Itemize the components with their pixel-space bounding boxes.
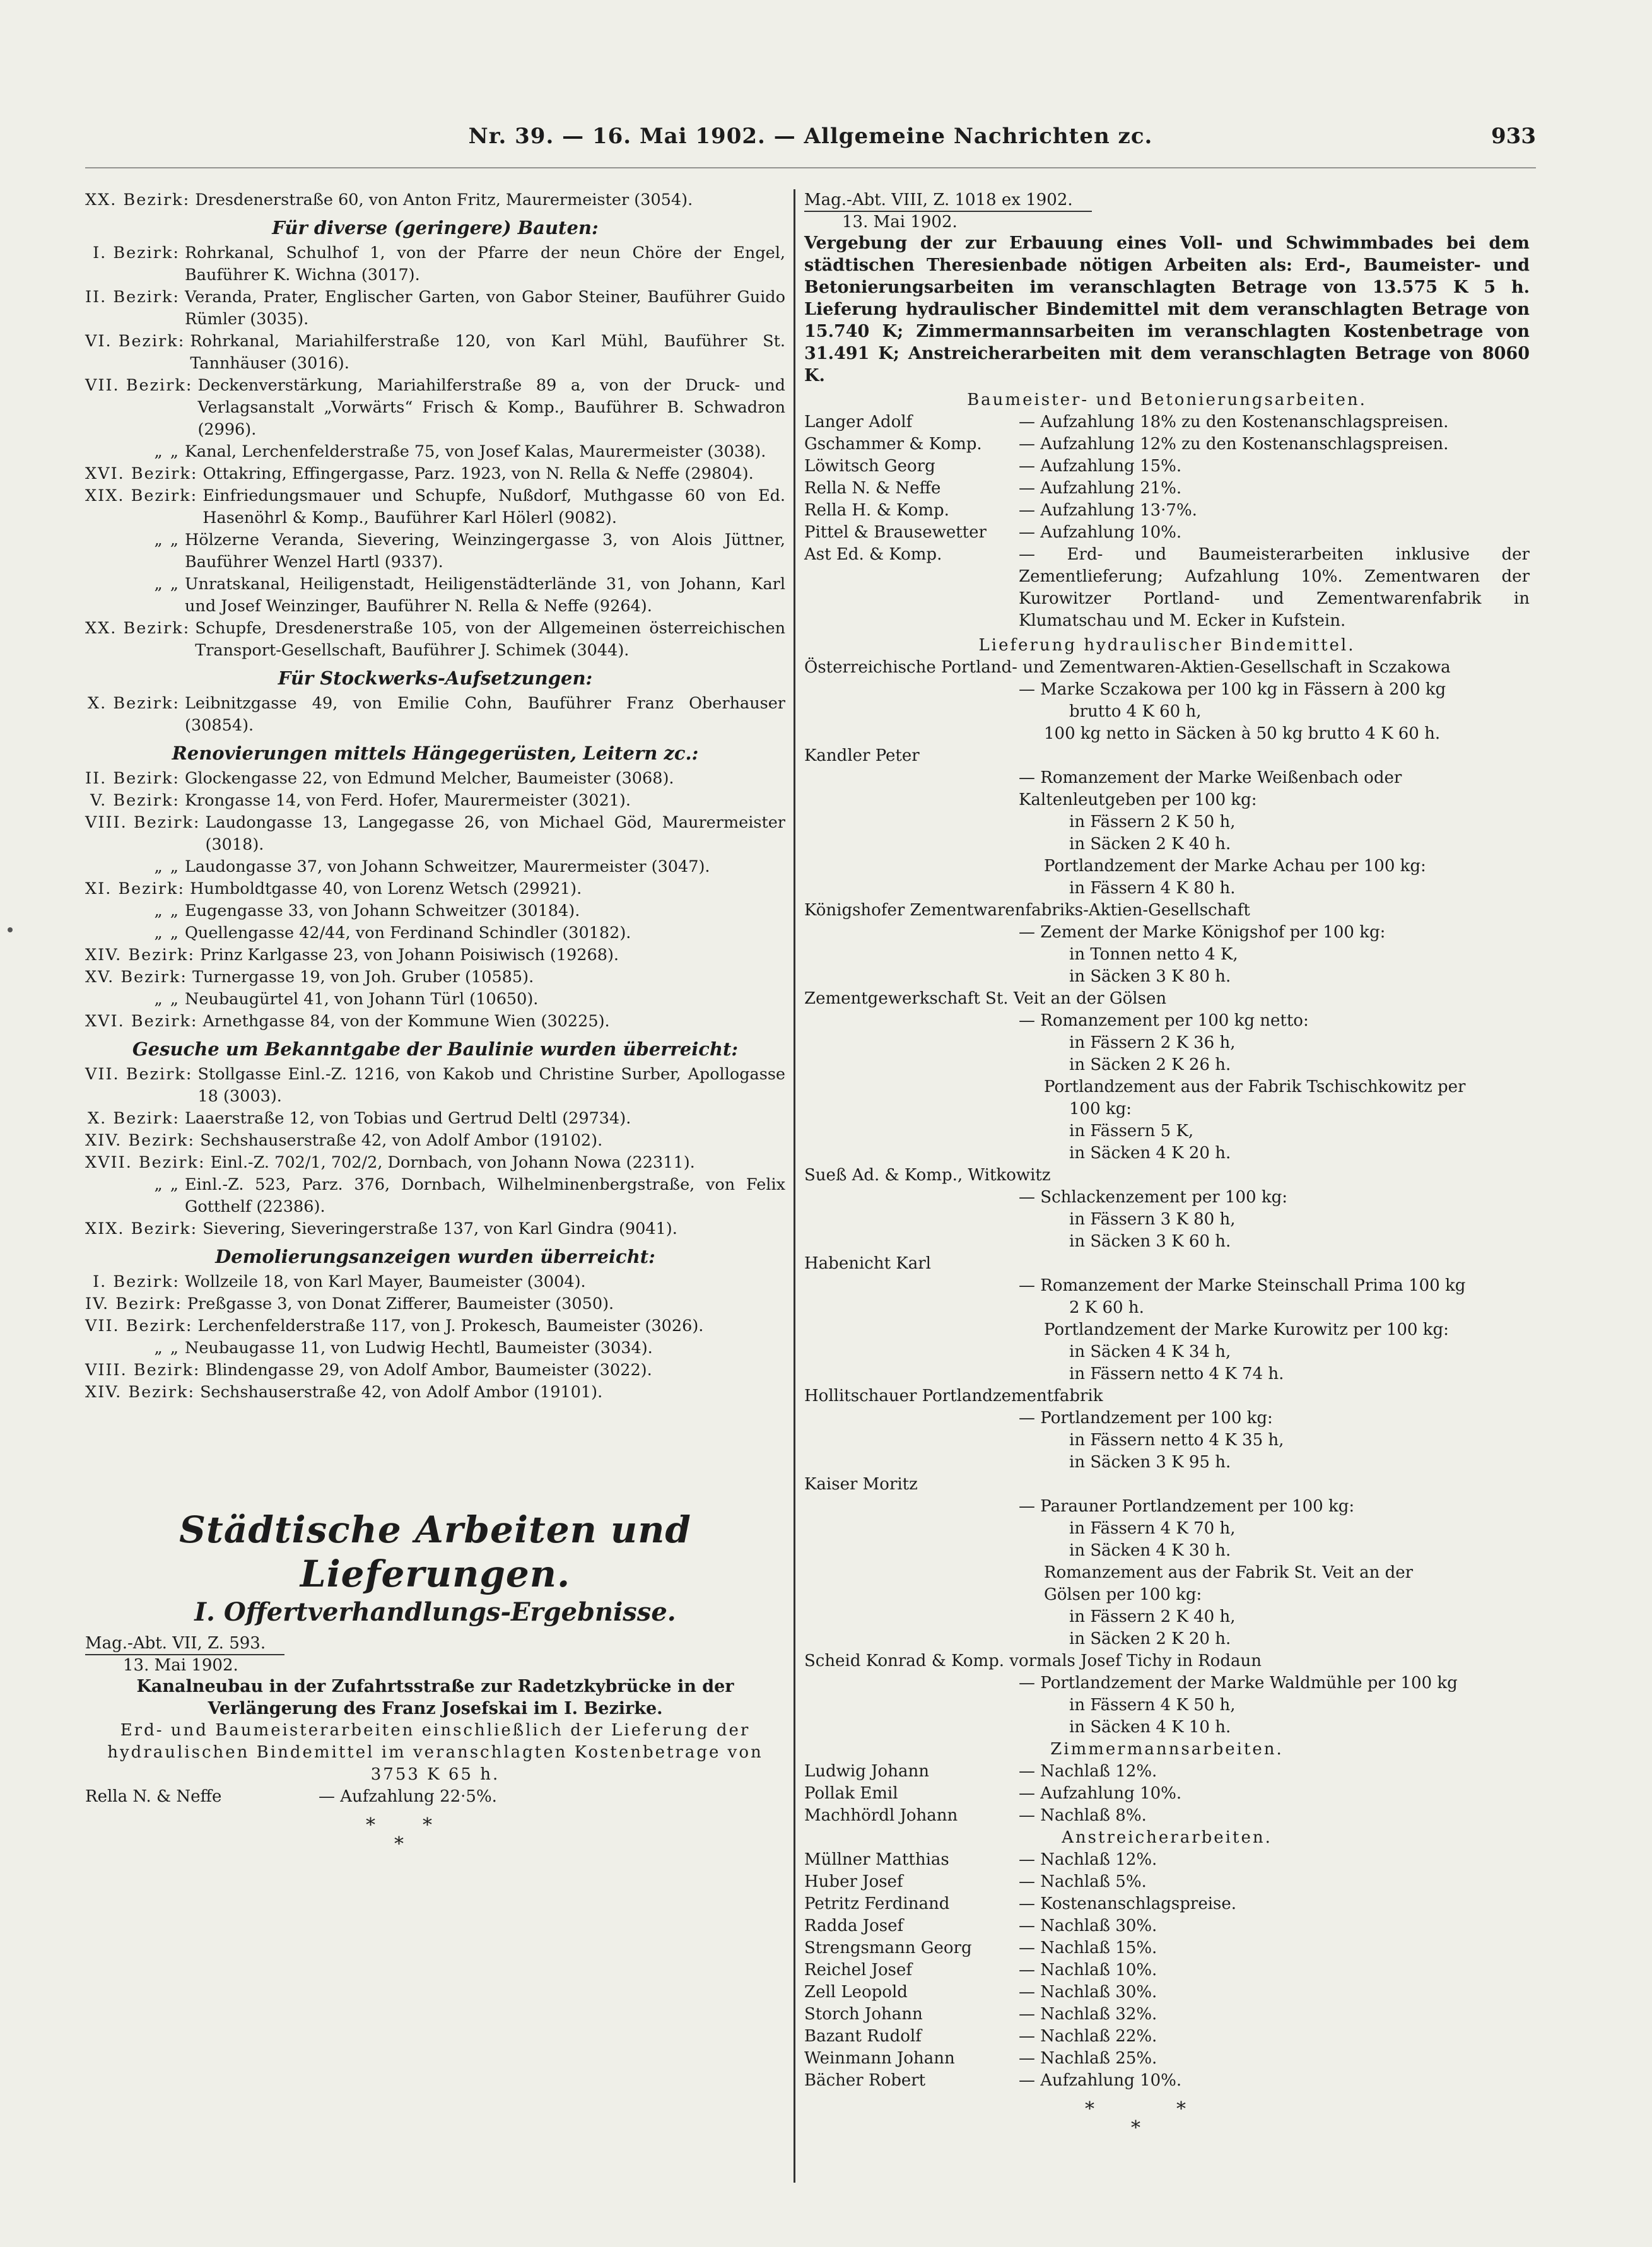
supplier-offer-line: in Säcken 4 K 10 h. (1069, 1718, 1231, 1737)
firm-name: Langer Adolf (804, 413, 913, 431)
entry-text: Rohrkanal, Schulhof 1, von der Pfarre der neun Chöre der Engel, Bauführer K. Wichna (3017). (185, 243, 785, 285)
gesuche-entries (85, 1064, 785, 1240)
supplier-offer-line: in Fässern 2 K 36 h, (1069, 1033, 1236, 1052)
bezirk-label: XVII. Bezirk: (85, 1153, 206, 1172)
bezirk-entry (85, 768, 785, 790)
result-value: — Erd- und Baumeisterarbeiten inklusive der Zementlieferung; Aufzahlung 10%. Zementwaren der Kurowitzer Portland- und Zementwarenfabrik in Klumatschau und M. Ecker in Kufstein. (1019, 545, 1530, 630)
heading-bindemittel: Lieferung hydraulischer Bindemittel. (978, 636, 1356, 655)
bezirk-entry (85, 189, 785, 211)
heading-anstreicher: Anstreicherarbeiten. (1062, 1828, 1272, 1847)
bezirk-entry (85, 1382, 785, 1404)
bezirk-entry (85, 441, 785, 463)
header-title: Nr. 39. — 16. Mai 1902. — Allgemeine Nachrichten zc. (468, 124, 1153, 149)
result-row (804, 455, 1530, 478)
bezirk-label: XX. Bezirk: (85, 619, 190, 638)
bezirk-entry (85, 463, 785, 485)
bezirk-label: „ „ (154, 857, 180, 876)
entry-text: Neubaugasse 11, von Ludwig Hechtl, Baumeister (3034). (185, 1339, 653, 1358)
entry-text: Laaerstraße 12, von Tobias und Gertrud Deltl (29734). (185, 1109, 631, 1128)
bezirk-label: X. Bezirk: (87, 1109, 180, 1128)
firm-name: Pollak Emil (804, 1784, 898, 1803)
result-value: — Aufzahlung 10%. (1019, 523, 1182, 542)
result-value: — Kostenanschlagspreise. (1019, 1894, 1237, 1913)
firm-name: Radda Josef (804, 1916, 904, 1935)
entry-text: Einl.-Z. 523, Parz. 376, Dornbach, Wilhelminenbergstraße, von Felix Gotthelf (22386). (185, 1175, 785, 1216)
entry-text: Sechshauserstraße 42, von Adolf Ambor (19102). (200, 1131, 603, 1150)
supplier-offer-line: in Fässern 4 K 80 h. (1069, 879, 1236, 898)
firm-name: Bächer Robert (804, 2071, 926, 2090)
result-value: — Nachlaß 30%. (1019, 1983, 1157, 2002)
bezirk-entry (85, 485, 785, 529)
entry-text: Einfriedungsmauer und Schupfe, Nußdorf, Muthgasse 60 von Ed. Hasenöhrl & Komp., Bauführer Karl Hölerl (9082). (202, 486, 785, 527)
bezirk-entry (85, 1359, 785, 1382)
stockwerk-entries (85, 693, 785, 737)
column-divider (794, 189, 795, 2183)
bezirk-label: XI. Bezirk: (85, 879, 185, 898)
supplier-name: Zementgewerkschaft St. Veit an der Gölsen (804, 989, 1167, 1008)
header-rule (85, 161, 1536, 168)
bezirk-entry (85, 1152, 785, 1174)
entry-text: Laudongasse 37, von Johann Schweitzer, Maurermeister (3047). (185, 857, 710, 876)
bezirk-label: „ „ (154, 924, 180, 942)
result-value: — Aufzahlung 21%. (1019, 479, 1182, 498)
supplier-offer-line: 2 K 60 h. (1069, 1298, 1144, 1317)
supplier-offer-line: — Portlandzement per 100 kg: (1019, 1409, 1273, 1428)
supplier-offer-line: Romanzement aus der Fabrik St. Veit an der (1044, 1563, 1414, 1582)
entry-text: Krongasse 14, von Ferd. Hofer, Maurermeister (3021). (185, 791, 631, 810)
result-value: — Nachlaß 8%. (1019, 1806, 1147, 1825)
firm-name: Gschammer & Komp. (804, 435, 982, 454)
entry-text: Glockengasse 22, von Edmund Melcher, Baumeister (3068). (185, 769, 674, 788)
star: * (423, 1814, 432, 1836)
bezirk-label: „ „ (154, 1175, 180, 1194)
supplier-offer-line: — Zement der Marke Königshof per 100 kg: (1019, 923, 1386, 942)
entry-text: Wollzeile 18, von Karl Mayer, Baumeister (3004). (185, 1272, 586, 1291)
entry-text: Unratskanal, Heiligenstadt, Heiligenstädterlände 31, von Johann, Karl und Josef Weinzinger, Bauführer N. Rella & Neffe (9264). (185, 575, 785, 616)
bezirk-entry (85, 529, 785, 573)
heading-gesuche: Gesuche um Bekanntgabe der Baulinie wurden überreicht: (132, 1038, 739, 1060)
firm-name: Ast Ed. & Komp. (804, 545, 942, 564)
bezirk-label: „ „ (154, 575, 180, 594)
bezirk-entry (85, 242, 785, 286)
result-row (804, 2004, 1530, 2026)
result-value: — Nachlaß 12%. (1019, 1762, 1157, 1781)
bezirk-label: I. Bezirk: (93, 1272, 180, 1291)
supplier-name: Kaiser Moritz (804, 1475, 918, 1494)
supplier-offer-line: — Portlandzement der Marke Waldmühle per 100 kg (1019, 1674, 1458, 1693)
entry-text: Sievering, Sieveringerstraße 137, von Karl Gindra (9041). (202, 1219, 677, 1238)
result-row (804, 1981, 1530, 2004)
supplier-name: Österreichische Portland- und Zementwaren-Aktien-Gesellschaft in Sczakowa (804, 658, 1451, 677)
supplier-offer-line: in Säcken 4 K 20 h. (1069, 1144, 1231, 1163)
bezirk-label: VIII. Bezirk: (85, 1361, 201, 1380)
diverse-entries (85, 242, 785, 662)
bezirk-label: „ „ (154, 531, 180, 549)
result-row (804, 1915, 1530, 1937)
bindemittel-results (804, 657, 1530, 1739)
bezirk-entry (85, 900, 785, 922)
heading-zimmermann: Zimmermannsarbeiten. (1050, 1740, 1284, 1759)
bezirk-entry (85, 966, 785, 989)
supplier-offer-line: in Säcken 2 K 20 h. (1069, 1629, 1231, 1648)
result-value: — Nachlaß 22%. (1019, 2027, 1157, 2046)
bezirk-label: XIV. Bezirk: (85, 946, 196, 965)
bezirk-entry (85, 922, 785, 944)
top-entries (85, 189, 785, 211)
bezirk-label: „ „ (154, 990, 180, 1009)
result-value: — Nachlaß 12%. (1019, 1850, 1157, 1869)
entry-text: Sechshauserstraße 42, von Adolf Ambor (19101). (200, 1383, 603, 1402)
result-row (804, 1893, 1530, 1915)
entry-text: Laudongasse 13, Langegasse 26, von Michael Göd, Maurermeister (3018). (205, 813, 785, 854)
heading-renovierungen: Renovierungen mittels Hängegerüsten, Leitern zc.: (172, 742, 699, 764)
supplier-offer-line: Portlandzement der Marke Achau per 100 kg: (1044, 857, 1426, 876)
section-main-heading: Städtische Arbeiten und Lieferungen. (179, 1508, 691, 1595)
supplier-offer-line: in Fässern 2 K 50 h, (1069, 813, 1236, 831)
left-date: 13. Mai 1902. (123, 1656, 238, 1675)
firm-name: Strengsmann Georg (804, 1939, 972, 1957)
result-row (804, 2048, 1530, 2070)
supplier-name: Kandler Peter (804, 746, 920, 765)
result-row (804, 1805, 1530, 1827)
entry-text: Stollgasse Einl.-Z. 1216, von Kakob und Christine Surber, Apollogasse 18 (3003). (197, 1065, 785, 1106)
entry-text: Kanal, Lerchenfelderstraße 75, von Josef Kalas, Maurermeister (3038). (185, 442, 766, 461)
entry-text: Dresdenerstraße 60, von Anton Fritz, Maurermeister (3054). (195, 191, 693, 209)
left-reference: Mag.-Abt. VII, Z. 593. (85, 1633, 284, 1655)
bezirk-entry (85, 790, 785, 812)
bezirk-label: „ „ (154, 442, 180, 461)
bezirk-entry (85, 856, 785, 878)
star: * (1085, 2098, 1094, 2120)
supplier-offer-line: in Fässern 4 K 70 h, (1069, 1519, 1236, 1538)
supplier-offer-line: — Romanzement der Marke Weißenbach oder Kaltenleutgeben per 100 kg: (1019, 768, 1402, 809)
star: * (1176, 2098, 1186, 2120)
result-value: — Nachlaß 15%. (1019, 1939, 1157, 1957)
result-row (804, 522, 1530, 544)
bezirk-label: „ „ (154, 1339, 180, 1358)
result-row (804, 1937, 1530, 1959)
result-row (804, 433, 1530, 455)
result-row (804, 500, 1530, 522)
star: * (366, 1814, 375, 1836)
supplier-offer-line: in Fässern 4 K 50 h, (1069, 1696, 1236, 1715)
bezirk-label: XIX. Bezirk: (85, 486, 198, 505)
bezirk-label: „ „ (154, 901, 180, 920)
renovierungen-entries (85, 768, 785, 1033)
entry-text: Hölzerne Veranda, Sievering, Weinzingergasse 3, von Alois Jüttner, Bauführer Wenzel Hartl (9337). (185, 531, 785, 572)
margin-dot (8, 927, 13, 932)
result-row (804, 411, 1530, 433)
bezirk-entry (85, 375, 785, 441)
entry-text: Rohrkanal, Mariahilferstraße 120, von Karl Mühl, Bauführer St. Tannhäuser (3016). (190, 332, 785, 373)
star: * (1131, 2117, 1140, 2139)
entry-text: Preßgasse 3, von Donat Zifferer, Baumeister (3050). (187, 1294, 614, 1313)
offert-heading: I. Offertverhandlungs-Ergebnisse. (194, 1597, 676, 1627)
demolierung-entries (85, 1271, 785, 1404)
bezirk-entry (85, 1337, 785, 1359)
entry-text: Neubaugürtel 41, von Johann Türl (10650). (185, 990, 539, 1009)
supplier-offer-line: in Fässern 3 K 80 h, (1069, 1210, 1236, 1229)
supplier-offer-line: in Fässern 5 K, (1069, 1122, 1194, 1141)
entry-text: Lerchenfelderstraße 117, von J. Prokesch, Baumeister (3026). (197, 1317, 704, 1335)
supplier-offer-line: in Säcken 2 K 26 h. (1069, 1055, 1231, 1074)
supplier-offer-line: Portlandzement aus der Fabrik Tschischkowitz per (1044, 1077, 1466, 1096)
entry-text: Prinz Karlgasse 23, von Johann Poisiwisch (19268). (200, 946, 619, 965)
supplier-offer-line: in Säcken 3 K 60 h. (1069, 1232, 1231, 1251)
bezirk-entry (85, 1174, 785, 1218)
right-intro: Vergebung der zur Erbauung eines Voll- und Schwimmbades bei dem städtischen Theresienbade nötigen Arbeiten als: Erd-, Baumeister- und Betonierungsarbeiten im veranschlagten Betrage von 13.575 K 5 h. Lieferung hydraulischer Bindemittel mit dem veranschlagten Betrage von 15.740 K; Zimmermannsarbeiten im veranschlagten Kostenbetrage von 31.491 K; Anstreicherarbeiten mit dem veranschlagten Betrage von 8060 K. (804, 233, 1530, 385)
supplier-name: Habenicht Karl (804, 1254, 931, 1273)
baumeister-results (804, 411, 1530, 632)
supplier-offer-line: in Säcken 2 K 40 h. (1069, 835, 1231, 854)
bezirk-label: IV. Bezirk: (85, 1294, 182, 1313)
firm-name: Rella H. & Komp. (804, 501, 949, 520)
bezirk-entry (85, 1315, 785, 1337)
supplier-offer-line: in Fässern netto 4 K 74 h. (1069, 1364, 1284, 1383)
supplier-name: Königshofer Zementwarenfabriks-Aktien-Gesellschaft (804, 901, 1250, 920)
result-row (804, 544, 1530, 632)
firm-name: Reichel Josef (804, 1961, 912, 1980)
firm-name: Huber Josef (804, 1872, 903, 1891)
bezirk-label: VII. Bezirk: (85, 1065, 193, 1084)
bezirk-entry (85, 878, 785, 900)
supplier-offer-line: Gölsen per 100 kg: (1044, 1585, 1202, 1604)
supplier-name: Sueß Ad. & Komp., Witkowitz (804, 1166, 1051, 1185)
bezirk-entry (85, 286, 785, 331)
result-value: — Nachlaß 10%. (1019, 1961, 1157, 1980)
right-stars (804, 2098, 1530, 2142)
supplier-offer-line: in Fässern 2 K 40 h, (1069, 1607, 1236, 1626)
left-works-description: Erd- und Baumeisterarbeiten einschließlich der Lieferung der hydraulischen Bindemittel im veranschlagten Kostenbetrage von 3753 K 65 h. (107, 1721, 763, 1784)
entry-text: Arnethgasse 84, von der Kommune Wien (30225). (202, 1012, 610, 1031)
entry-text: Humboldtgasse 40, von Lorenz Wetsch (29921). (190, 879, 582, 898)
bezirk-label: XIV. Bezirk: (85, 1383, 196, 1402)
result-value: — Aufzahlung 10%. (1019, 1784, 1182, 1803)
right-reference: Mag.-Abt. VIII, Z. 1018 ex 1902. (804, 189, 1092, 212)
bezirk-label: XX. Bezirk: (85, 191, 190, 209)
bezirk-entry (85, 618, 785, 662)
bezirk-label: I. Bezirk: (93, 243, 180, 262)
result-row (804, 2026, 1530, 2048)
supplier-offer-line: 100 kg: (1069, 1100, 1132, 1118)
bezirk-label: XIX. Bezirk: (85, 1219, 198, 1238)
page-header (85, 124, 1536, 155)
left-column (85, 189, 785, 1858)
result-row (804, 478, 1530, 500)
bezirk-entry (85, 331, 785, 375)
supplier-offer-line: brutto 4 K 60 h, (1069, 702, 1202, 721)
supplier-offer-line: in Tonnen netto 4 K, (1069, 945, 1238, 964)
entry-text: Quellengasse 42/44, von Ferdinand Schindler (30182). (185, 924, 631, 942)
firm-name: Petritz Ferdinand (804, 1894, 950, 1913)
result-value: — Nachlaß 5%. (1019, 1872, 1147, 1891)
page-number: 933 (1491, 124, 1536, 149)
bezirk-entry (85, 1293, 785, 1315)
bezirk-label: XV. Bezirk: (85, 968, 187, 987)
bezirk-entry (85, 944, 785, 966)
result-row (804, 1959, 1530, 1981)
entry-text: Deckenverstärkung, Mariahilferstraße 89 a, von der Druck- und Verlagsanstalt „Vorwärts“ Frisch & Komp., Bauführer B. Schwadron (2996). (197, 376, 785, 439)
bezirk-label: VI. Bezirk: (85, 332, 185, 351)
zimmermann-results (804, 1761, 1530, 1827)
bezirk-entry (85, 812, 785, 856)
firm-name: Zell Leopold (804, 1983, 908, 2002)
firm-name: Pittel & Brausewetter (804, 523, 987, 542)
supplier-offer-line: — Schlackenzement per 100 kg: (1019, 1188, 1288, 1207)
entry-text: Veranda, Prater, Englischer Garten, von Gabor Steiner, Bauführer Guido Rümler (3035). (185, 288, 785, 329)
heading-stockwerk: Für Stockwerks-Aufsetzungen: (278, 667, 593, 689)
result-value: — Aufzahlung 13·7%. (1019, 501, 1197, 520)
supplier-offer-line: in Säcken 4 K 34 h, (1069, 1342, 1231, 1361)
result-value: — Nachlaß 25%. (1019, 2049, 1157, 2068)
left-result-row (85, 1786, 785, 1808)
entry-text: Schupfe, Dresdenerstraße 105, von der Allgemeinen österreichischen Transport-Gesellschaft, Bauführer J. Schimek (3044). (195, 619, 785, 660)
supplier-offer-line: — Romanzement per 100 kg netto: (1019, 1011, 1309, 1030)
heading-diverse: Für diverse (geringere) Bauten: (272, 217, 599, 238)
bezirk-label: VII. Bezirk: (85, 376, 193, 395)
supplier-offer-line: in Säcken 4 K 30 h. (1069, 1541, 1231, 1560)
firm-name: Ludwig Johann (804, 1762, 929, 1781)
bezirk-entry (85, 693, 785, 737)
right-date: 13. Mai 1902. (842, 213, 958, 232)
supplier-offer-line: Portlandzement der Marke Kurowitz per 100 kg: (1044, 1320, 1449, 1339)
supplier-offer-line: 100 kg netto in Säcken à 50 kg brutto 4 K 60 h. (1044, 724, 1441, 743)
bezirk-label: XVI. Bezirk: (85, 464, 198, 483)
entry-text: Turnergasse 19, von Joh. Gruber (10585). (192, 968, 534, 987)
result-value: — Nachlaß 30%. (1019, 1916, 1157, 1935)
bezirk-label: II. Bezirk: (85, 769, 180, 788)
supplier-offer-line: in Säcken 3 K 80 h. (1069, 967, 1231, 986)
firm-name: Rella N. & Neffe (804, 479, 941, 498)
bezirk-label: XIV. Bezirk: (85, 1131, 196, 1150)
result-value: — Aufzahlung 10%. (1019, 2071, 1182, 2090)
firm-name: Müllner Matthias (804, 1850, 949, 1869)
anstreicher-results (804, 1849, 1530, 2092)
result-value: — Nachlaß 32%. (1019, 2005, 1157, 2024)
result-value: — Aufzahlung 12% zu den Kostenanschlagspreisen. (1019, 435, 1449, 454)
bezirk-label: V. Bezirk: (90, 791, 180, 810)
supplier-name: Scheid Konrad & Komp. vormals Josef Tichy in Rodaun (804, 1652, 1262, 1670)
supplier-offer-line: in Fässern netto 4 K 35 h, (1069, 1431, 1284, 1450)
firm-name: Löwitsch Georg (804, 457, 935, 476)
firm-name: Weinmann Johann (804, 2049, 955, 2068)
left-stars (85, 1814, 785, 1858)
result-value: — Aufzahlung 22·5%. (319, 1787, 497, 1806)
bezirk-label: VIII. Bezirk: (85, 813, 201, 832)
star: * (394, 1833, 404, 1855)
entry-text: Eugengasse 33, von Johann Schweitzer (30184). (185, 901, 580, 920)
result-firm: Rella N. & Neffe (85, 1787, 222, 1806)
result-value: — Aufzahlung 15%. (1019, 457, 1182, 476)
result-row (804, 1849, 1530, 1871)
heading-demolierung: Demolierungsanzeigen wurden überreicht: (215, 1246, 655, 1267)
entry-text: Einl.-Z. 702/1, 702/2, Dornbach, von Johann Nowa (22311). (210, 1153, 695, 1172)
result-row (804, 1871, 1530, 1893)
bezirk-entry (85, 1218, 785, 1240)
entry-text: Blindengasse 29, von Adolf Ambor, Baumeister (3022). (205, 1361, 652, 1380)
bezirk-entry (85, 1064, 785, 1108)
result-value: — Aufzahlung 18% zu den Kostenanschlagspreisen. (1019, 413, 1449, 431)
result-row (804, 1783, 1530, 1805)
entry-text: Ottakring, Effingergasse, Parz. 1923, von N. Rella & Neffe (29804). (202, 464, 754, 483)
bezirk-entry (85, 1271, 785, 1293)
bezirk-label: X. Bezirk: (87, 694, 180, 713)
heading-baumeister: Baumeister- und Betonierungsarbeiten. (967, 390, 1367, 409)
bezirk-entry (85, 1011, 785, 1033)
bezirk-entry (85, 1108, 785, 1130)
result-row (804, 2070, 1530, 2092)
bezirk-label: VII. Bezirk: (85, 1317, 193, 1335)
bezirk-entry (85, 573, 785, 618)
supplier-name: Hollitschauer Portlandzementfabrik (804, 1387, 1103, 1405)
supplier-offer-line: — Parauner Portlandzement per 100 kg: (1019, 1497, 1355, 1516)
supplier-offer-line: — Romanzement der Marke Steinschall Prima 100 kg (1019, 1276, 1466, 1295)
bezirk-entry (85, 989, 785, 1011)
firm-name: Storch Johann (804, 2005, 923, 2024)
supplier-offer-line: — Marke Sczakowa per 100 kg in Fässern à 200 kg (1019, 680, 1446, 699)
firm-name: Bazant Rudolf (804, 2027, 922, 2046)
entry-text: Leibnitzgasse 49, von Emilie Cohn, Bauführer Franz Oberhauser (30854). (185, 694, 785, 735)
bezirk-label: II. Bezirk: (85, 288, 180, 307)
bezirk-entry (85, 1130, 785, 1152)
right-column (804, 189, 1530, 2142)
bezirk-label: XVI. Bezirk: (85, 1012, 198, 1031)
firm-name: Machhördl Johann (804, 1806, 958, 1825)
supplier-offer-line: in Säcken 3 K 95 h. (1069, 1453, 1231, 1472)
result-row (804, 1761, 1530, 1783)
left-project-title: Kanalneubau in der Zufahrtsstraße zur Radetzkybrücke in der Verlängerung des Franz Josefskai im I. Bezirke. (136, 1677, 734, 1718)
